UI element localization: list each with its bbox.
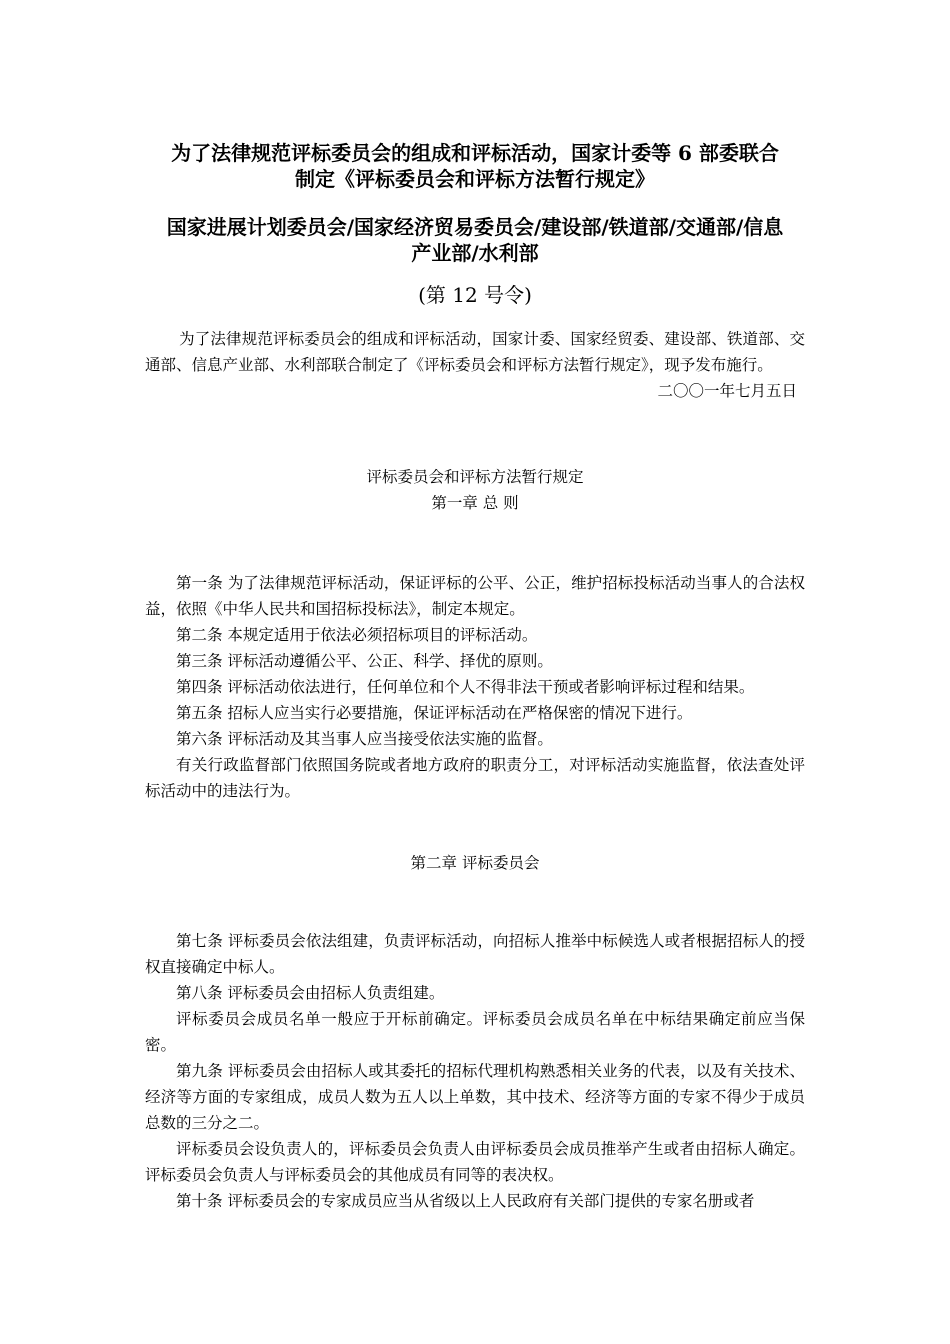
article-paragraph: 第七条 评标委员会依法组建，负责评标活动，向招标人推举中标候选人或者根据招标人的授权直接确定中标人。 xyxy=(145,932,805,976)
chapter-2-title: 第二章 评标委员会 xyxy=(410,854,540,872)
title-line-2: 制定《评标委员会和评标方法暂行规定》 xyxy=(295,167,655,191)
chapter-1-body xyxy=(145,570,805,804)
article-paragraph: 第八条 评标委员会由招标人负责组建。 xyxy=(176,984,445,1002)
article-paragraph: 第三条 评标活动遵循公平、公正、科学、择优的原则。 xyxy=(176,652,553,670)
document-title xyxy=(145,140,805,192)
chapter-2-body xyxy=(145,928,805,1214)
article-paragraph: 第六条 评标活动及其当事人应当接受依法实施的监督。 xyxy=(176,730,553,748)
issuers-heading xyxy=(145,214,805,266)
document-page xyxy=(145,140,805,1214)
intro-paragraph: 为了法律规范评标委员会的组成和评标活动，国家计委、国家经贸委、建设部、铁道部、交通部、信息产业部、水利部联合制定了《评标委员会和评标方法暂行规定》，现予发布施行。 xyxy=(145,330,805,374)
article-paragraph: 有关行政监督部门依照国务院或者地方政府的职责分工，对评标活动实施监督，依法查处评标活动中的违法行为。 xyxy=(145,756,805,800)
article-paragraph: 评标委员会成员名单一般应于开标前确定。评标委员会成员名单在中标结果确定前应当保密。 xyxy=(145,1010,805,1054)
article-paragraph: 第十条 评标委员会的专家成员应当从省级以上人民政府有关部门提供的专家名册或者 xyxy=(176,1192,755,1210)
issuers-line-2: 产业部/水利部 xyxy=(411,241,539,265)
article-paragraph: 第二条 本规定适用于依法必须招标项目的评标活动。 xyxy=(176,626,538,644)
article-paragraph: 评标委员会设负责人的，评标委员会负责人由评标委员会成员推举产生或者由招标人确定。评标委员会负责人与评标委员会的其他成员有同等的表决权。 xyxy=(145,1140,805,1184)
issuers-line-1: 国家进展计划委员会/国家经济贸易委员会/建设部/铁道部/交通部/信息 xyxy=(166,215,784,239)
chapter-1-title: 第一章 总 则 xyxy=(431,494,519,512)
article-paragraph: 第九条 评标委员会由招标人或其委托的招标代理机构熟悉相关业务的代表，以及有关技术、经济等方面的专家组成，成员人数为五人以上单数，其中技术、经济等方面的专家不得少于成员总数的三分之二。 xyxy=(145,1062,805,1132)
article-paragraph: 第一条 为了法律规范评标活动，保证评标的公平、公正，维护招标投标活动当事人的合法权益，依照《中华人民共和国招标投标法》，制定本规定。 xyxy=(145,574,805,618)
issue-date: 二〇〇一年七月五日 xyxy=(657,382,797,400)
article-paragraph: 第五条 招标人应当实行必要措施，保证评标活动在严格保密的情况下进行。 xyxy=(176,704,693,722)
article-paragraph: 第四条 评标活动依法进行，任何单位和个人不得非法干预或者影响评标过程和结果。 xyxy=(176,678,755,696)
regulation-title: 评标委员会和评标方法暂行规定 xyxy=(366,468,584,486)
title-line-1: 为了法律规范评标委员会的组成和评标活动，国家计委等 6 部委联合 xyxy=(171,141,779,165)
order-number: (第 12 号令) xyxy=(418,283,532,307)
